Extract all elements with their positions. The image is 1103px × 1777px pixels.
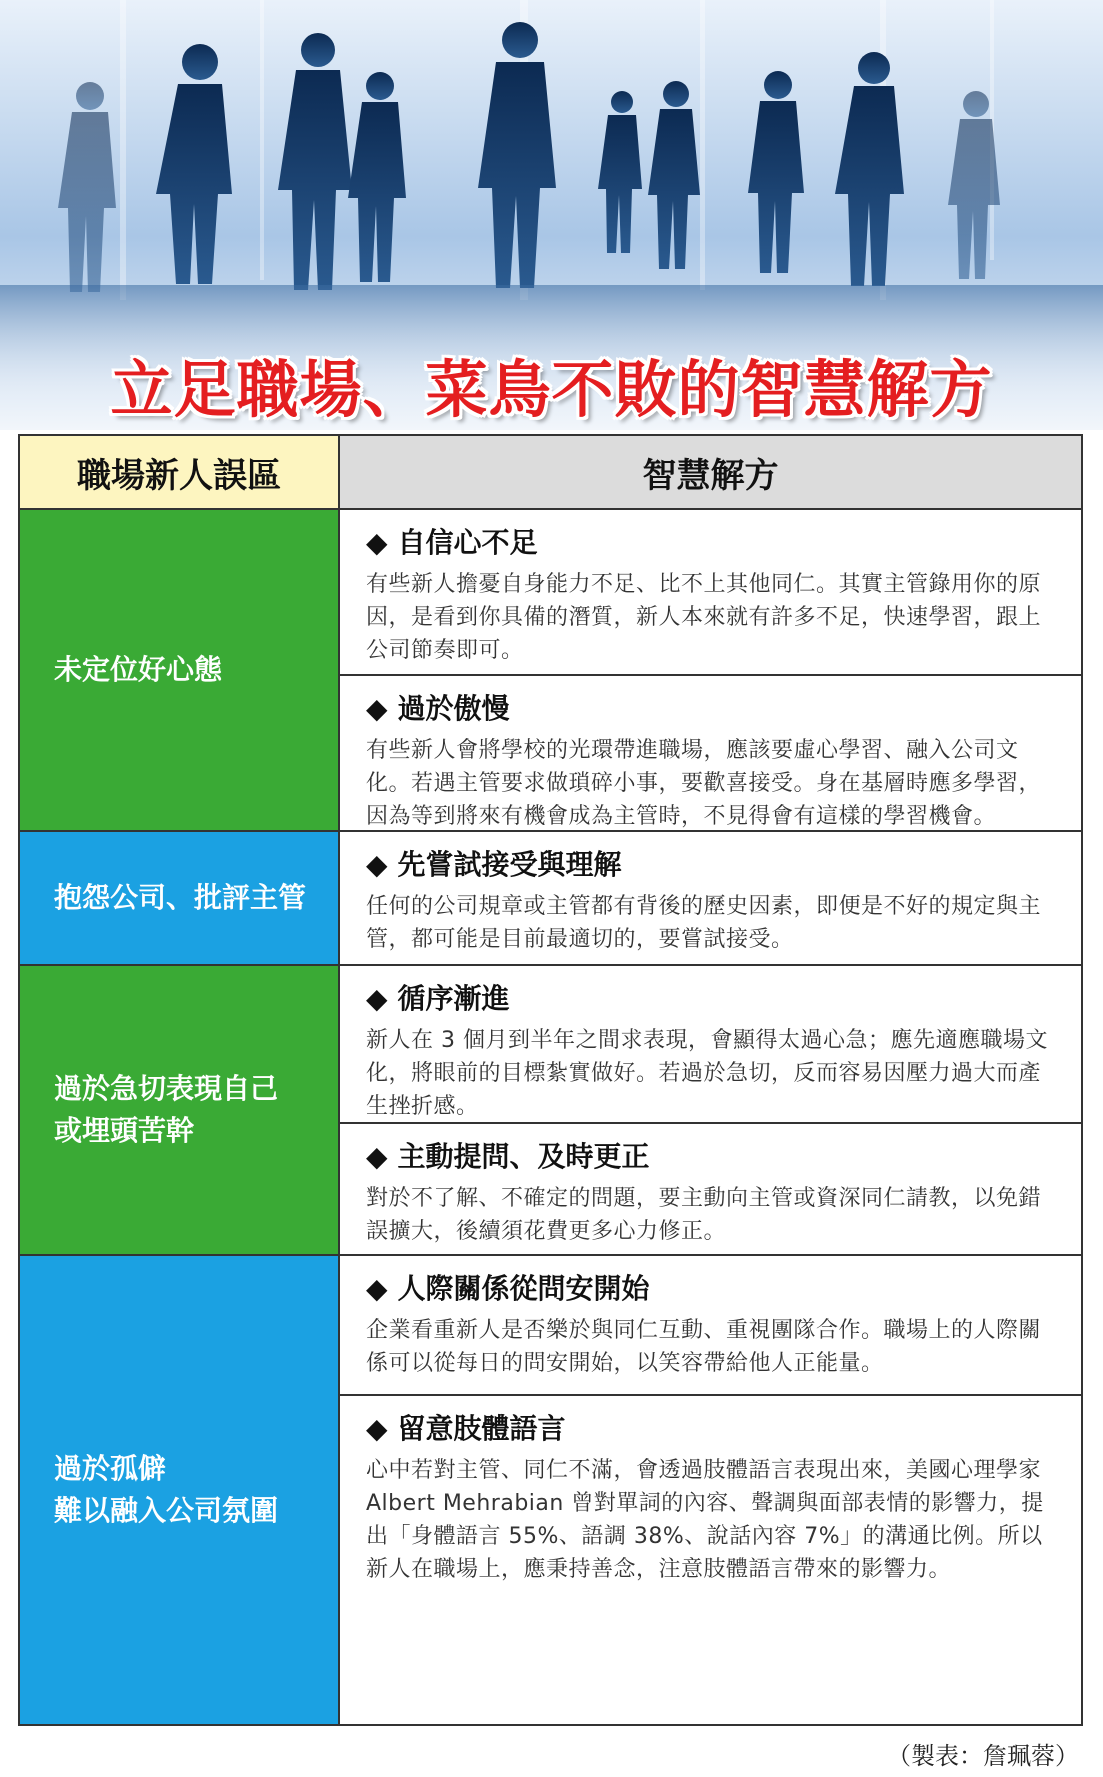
solution-cell xyxy=(340,1256,1081,1396)
diamond-bullet-icon: ◆ xyxy=(366,1140,388,1173)
solution-cell xyxy=(340,832,1081,966)
solutions-table xyxy=(18,434,1083,1726)
solution-heading: ◆ 自信心不足 xyxy=(366,524,1055,562)
solution-text: 新人在 3 個月到半年之間求表現，會顯得太過心急；應先適應職場文化，將眼前的目標紮實做好。若過於急切，反而容易因壓力過大而產生挫折感。 xyxy=(366,1028,1048,1119)
solution-cell xyxy=(340,966,1081,1124)
solution-text: 對於不了解、不確定的問題，要主動向主管或資深同仁請教，以免錯誤擴大，後續須花費更多心力修正。 xyxy=(366,1186,1042,1244)
category-cell xyxy=(20,510,340,832)
solution-text: 心中若對主管、同仁不滿，會透過肢體語言表現出來，美國心理學家 Albert Mehrabian 曾對單詞的內容、聲調與面部表情的影響力，提出「身體語言 55%、語調 38%、說話內容 7%」的溝通比例。所以新人在職場上，應秉持善念，注意肢體語言帶來的影響力。 xyxy=(366,1458,1044,1582)
solution-heading: ◆ 人際關係從問安開始 xyxy=(366,1270,1055,1308)
category-cell xyxy=(20,832,340,966)
solution-heading: ◆ 主動提問、及時更正 xyxy=(366,1138,1055,1176)
diamond-bullet-icon: ◆ xyxy=(366,982,388,1015)
diamond-bullet-icon: ◆ xyxy=(366,526,388,559)
solution-cell xyxy=(340,510,1081,676)
solution-text: 企業看重新人是否樂於與同仁互動、重視團隊合作。職場上的人際關係可以從每日的問安開始，以笑容帶給他人正能量。 xyxy=(366,1318,1042,1376)
solution-cell xyxy=(340,676,1081,832)
page-title: 立足職場、菜鳥不敗的智慧解方 xyxy=(110,353,993,426)
solution-heading: ◆ 留意肢體語言 xyxy=(366,1410,1055,1448)
category-label: 抱怨公司、批評主管 xyxy=(54,881,307,914)
solution-heading: ◆ 過於傲慢 xyxy=(366,690,1055,728)
solution-heading: ◆ 先嘗試接受與理解 xyxy=(366,846,1055,884)
diamond-bullet-icon: ◆ xyxy=(366,848,388,881)
solution-text: 有些新人擔憂自身能力不足、比不上其他同仁。其實主管錄用你的原因，是看到你具備的潛質，新人本來就有許多不足，快速學習，跟上公司節奏即可。 xyxy=(366,572,1042,663)
table-credit: （製表：詹珮蓉） xyxy=(887,1742,1079,1770)
solution-heading: ◆ 循序漸進 xyxy=(366,980,1055,1018)
category-cell xyxy=(20,966,340,1256)
category-label: 過於孤僻 難以融入公司氛圍 xyxy=(54,1452,279,1527)
diamond-bullet-icon: ◆ xyxy=(366,1272,388,1305)
solution-text: 有些新人會將學校的光環帶進職場，應該要虛心學習、融入公司文化。若遇主管要求做瑣碎小事，要歡喜接受。身在基層時應多學習，因為等到將來有機會成為主管時，不見得會有這樣的學習機會。 xyxy=(366,738,1042,829)
diamond-bullet-icon: ◆ xyxy=(366,692,388,725)
diamond-bullet-icon: ◆ xyxy=(366,1412,388,1445)
category-label: 過於急切表現自己 或埋頭苦幹 xyxy=(54,1072,279,1147)
column-header-misconceptions: 職場新人誤區 xyxy=(20,436,340,510)
solution-cell xyxy=(340,1396,1081,1724)
category-cell xyxy=(20,1256,340,1724)
category-label: 未定位好心態 xyxy=(54,653,223,686)
solution-text: 任何的公司規章或主管都有背後的歷史因素，即便是不好的規定與主管，都可能是目前最適切的，要嘗試接受。 xyxy=(366,894,1042,952)
solution-cell xyxy=(340,1124,1081,1256)
column-header-solutions: 智慧解方 xyxy=(340,436,1081,510)
